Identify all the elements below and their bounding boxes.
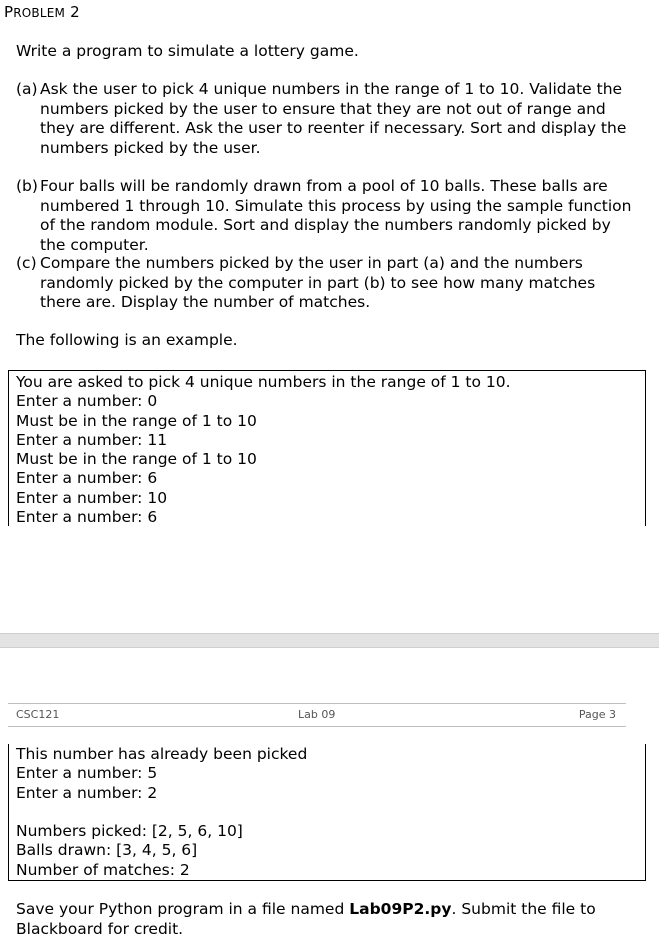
footer-page-number: Page 3 <box>578 708 616 721</box>
page-footer <box>8 703 626 727</box>
save-text-after: . Submit the file to Blackboard for credit. <box>16 900 596 938</box>
example-output-box-part2 <box>8 744 646 881</box>
footer-lab: Lab 09 <box>298 708 336 721</box>
save-filename: Lab09P2.py <box>349 900 452 918</box>
output-line: Must be in the range of 1 to 10 <box>16 450 257 469</box>
output-line: Enter a number: 6 <box>16 469 158 488</box>
problem-heading <box>4 3 80 21</box>
output-line: Enter a number: 11 <box>16 430 168 449</box>
footer-course: CSC121 <box>16 708 60 721</box>
output-line <box>16 803 645 822</box>
part-a-text: Ask the user to pick 4 unique numbers in the range of 1 to 10. Validate the numbers picked by the user to ensure that they are not out of range and they are different. Ask the user to reenter if necessary. Sort and display the numbers picked by the user. <box>40 80 627 157</box>
document-page-2 <box>0 648 659 945</box>
intro-text: Write a program to simulate a lottery game. <box>16 42 359 60</box>
part-b <box>16 177 641 255</box>
output-line: Enter a number: 2 <box>16 783 158 802</box>
output-line: Enter a number: 0 <box>16 392 158 411</box>
problem-heading-initial: P <box>4 3 14 21</box>
problem-number: 2 <box>70 3 80 21</box>
example-intro: The following is an example. <box>16 331 238 349</box>
part-b-label: (b) <box>16 177 38 195</box>
part-c-label: (c) <box>16 254 37 272</box>
save-instructions <box>16 900 646 939</box>
output-line: Enter a number: 5 <box>16 764 158 783</box>
output-line: Numbers picked: [2, 5, 6, 10] <box>16 822 243 841</box>
output-line: You are asked to pick 4 unique numbers in the range of 1 to 10. <box>16 373 511 391</box>
part-b-text: Four balls will be randomly drawn from a pool of 10 balls. These balls are numbered 1 through 10. Simulate this process by using the sample function of the random module. Sort and display the numbers randomly picked by the computer. <box>40 177 632 254</box>
output-line: Number of matches: 2 <box>16 860 190 879</box>
problem-heading-rest: ROBLEM <box>13 6 66 20</box>
save-text-before: Save your Python program in a file named <box>16 900 350 918</box>
example-output-box-part1 <box>8 370 646 526</box>
part-a <box>16 80 641 158</box>
page-break <box>0 633 659 648</box>
output-line: Enter a number: 6 <box>16 508 158 527</box>
output-line: Enter a number: 10 <box>16 488 168 507</box>
part-c-text: Compare the numbers picked by the user in part (a) and the numbers randomly picked by the computer in part (b) to see how many matches there are. Display the number of matches. <box>40 254 596 311</box>
output-line: This number has already been picked <box>16 745 308 763</box>
part-c <box>16 254 641 313</box>
part-a-label: (a) <box>16 80 38 98</box>
output-line: Must be in the range of 1 to 10 <box>16 411 257 430</box>
output-line: Balls drawn: [3, 4, 5, 6] <box>16 841 198 860</box>
